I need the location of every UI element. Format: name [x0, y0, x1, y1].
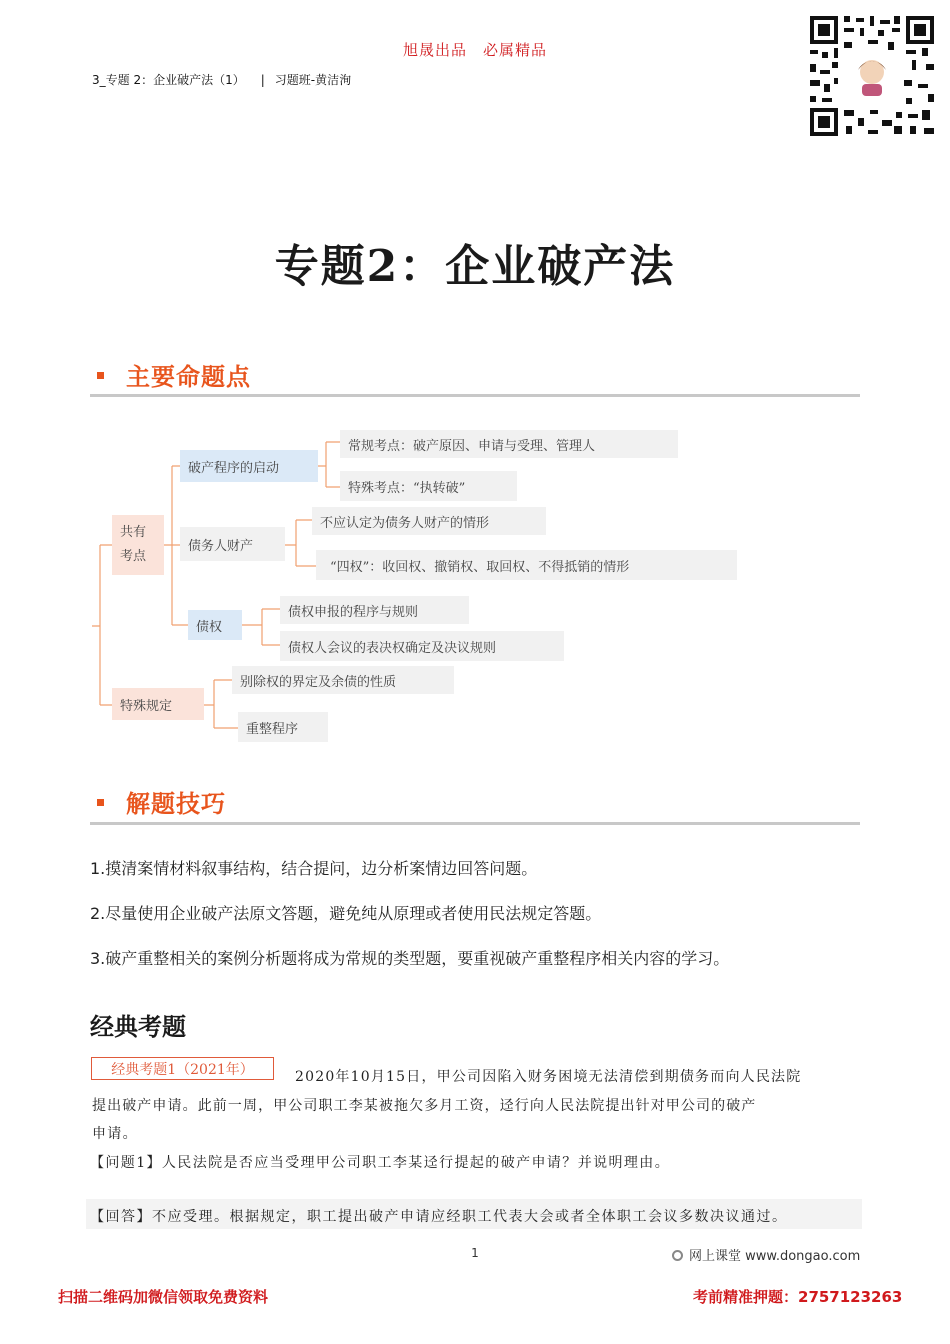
- mindmap-leaf-property-four-rights: “四权”：收回权、撤销权、取回权、不得抵销的情形: [316, 550, 737, 580]
- question-text-line1: 2020年10月15日，甲公司因陷入财务困境无法清偿到期债务而向人民法院: [295, 1069, 802, 1085]
- page-number: 1: [471, 1246, 479, 1260]
- mindmap-branch-start: 破产程序的启动: [180, 450, 318, 482]
- mindmap-leaf-claim-filing: 债权申报的程序与规则: [280, 596, 469, 624]
- footer-promo-right: 考前精准押题：2757123263: [693, 1288, 903, 1306]
- mindmap-leaf-special-separate-right: 别除权的界定及余债的性质: [232, 666, 454, 694]
- classic-questions-heading: 经典考题: [90, 1013, 186, 1041]
- page-title: 专题2：企业破产法: [274, 241, 676, 292]
- question-text-line3: 申请。: [92, 1126, 138, 1142]
- class-name: 习题班-黄洁洵: [274, 73, 352, 87]
- mindmap-branch-property: 债务人财产: [180, 527, 285, 561]
- footer-promo-left: 扫描二维码加微信领取免费资料: [58, 1288, 269, 1306]
- footer-brand-text: 网上课堂 www.dongao.com: [689, 1249, 861, 1264]
- mindmap-leaf-start-special: 特殊考点：“执转破”: [340, 471, 517, 501]
- tip-item: 2.尽量使用企业破产法原文答题，避免纯从原理或者使用民法规定答题。: [90, 904, 602, 923]
- section-main-points-label: 主要命题点: [126, 363, 251, 391]
- tip-item: 3.破产重整相关的案例分析题将成为常规的类型题，要重视破产重整程序相关内容的学习。: [90, 949, 730, 968]
- mindmap-branch-claim: 债权: [188, 610, 242, 640]
- section-divider: [90, 822, 860, 825]
- mindmap-leaf-special-reorganization: 重整程序: [238, 712, 328, 742]
- question-text-line2: 提出破产申请。此前一周，甲公司职工李某被拖欠多月工资，迳行向人民法院提出针对甲公司的破产: [92, 1098, 757, 1114]
- section-bullet-icon: [97, 799, 104, 806]
- mindmap-leaf-property-excluded: 不应认定为债务人财产的情形: [312, 507, 546, 535]
- question-1: 【问题1】人民法院是否应当受理甲公司职工李某迳行提起的破产申请？并说明理由。: [90, 1155, 671, 1171]
- mindmap-leaf-start-regular: 常规考点：破产原因、申请与受理、管理人: [340, 430, 678, 458]
- breadcrumb-separator: |: [260, 73, 265, 87]
- mindmap-leaf-claim-meeting: 债权人会议的表决权确定及决议规则: [280, 631, 564, 661]
- section-tips: [97, 784, 226, 819]
- mindmap-root-special: 特殊规定: [112, 688, 204, 720]
- section-tips-label: 解题技巧: [126, 790, 226, 818]
- question-tag: 经典考题1（2021年）: [91, 1057, 274, 1080]
- brand-logo-icon: [672, 1250, 683, 1261]
- answer-text: 【回答】不应受理。根据规定，职工提出破产申请应经职工代表大会或者全体职工会议多数决议通过。: [90, 1209, 788, 1225]
- course-title: 3_专题 2：企业破产法（1）: [92, 73, 245, 87]
- top-banner: 旭晟出品 必属精品: [402, 41, 547, 59]
- footer-brand: [672, 1245, 860, 1264]
- tip-item: 1.摸清案情材料叙事结构，结合提问，边分析案情边回答问题。: [90, 859, 538, 878]
- mindmap-root-common: 共有 考点: [112, 515, 164, 575]
